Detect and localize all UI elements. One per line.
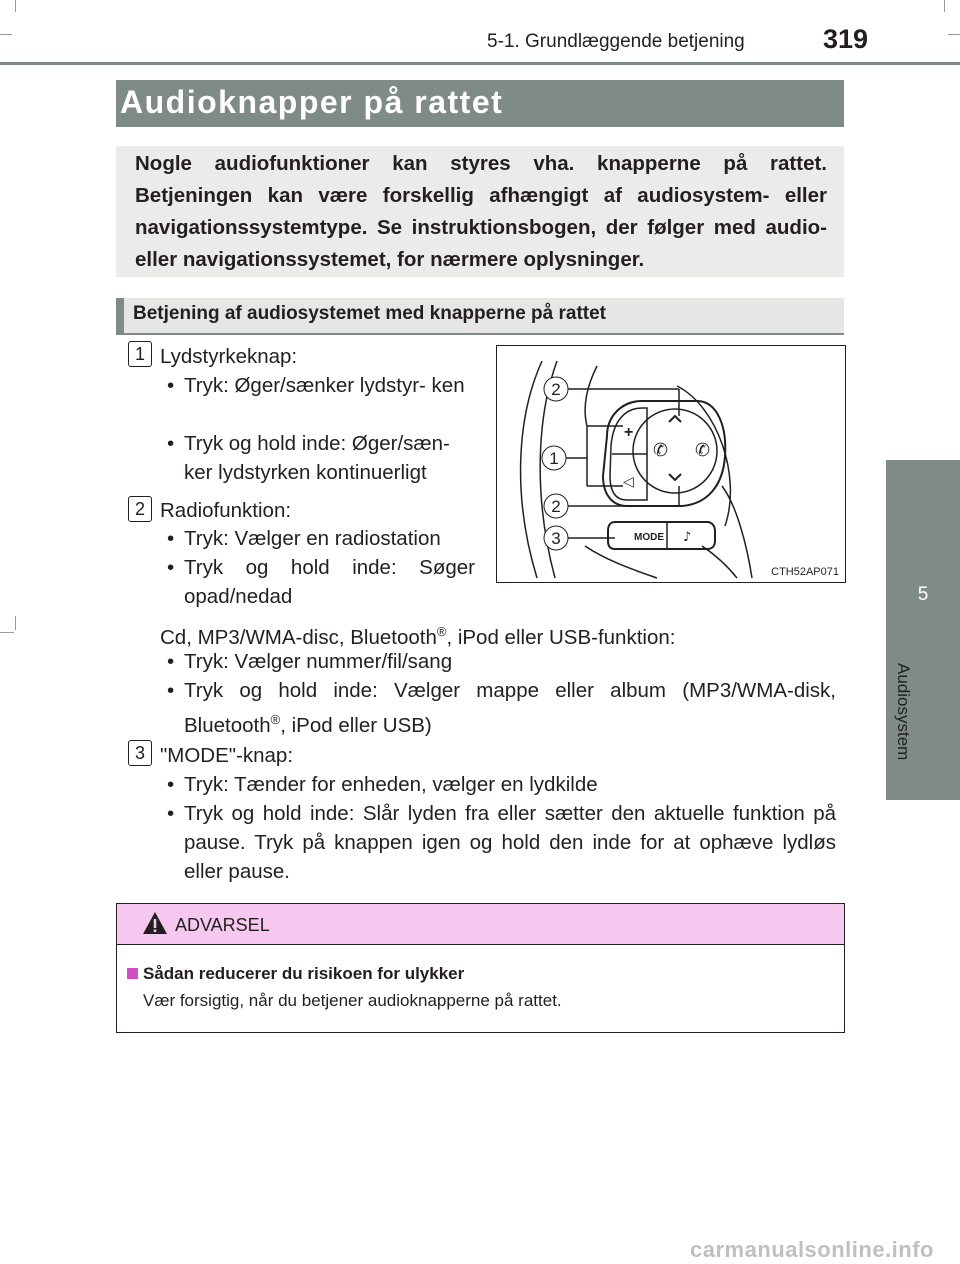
item-number-3: 3 <box>128 740 152 766</box>
callout-number: 2 <box>551 380 561 399</box>
warning-text: Vær forsigtig, når du betjener audioknapperne på rattet. <box>143 991 562 1010</box>
subheading-marker <box>116 298 124 333</box>
item-heading-3: "MODE"-knap: <box>160 744 294 767</box>
watermark: carmanualsonline.info <box>690 1237 934 1262</box>
item-heading-2: Radiofunktion: <box>160 499 292 522</box>
phone-hangup-icon: ✆ <box>695 440 711 461</box>
wheel-outline <box>702 546 737 578</box>
crop-mark <box>944 0 945 12</box>
crop-mark <box>0 632 14 633</box>
header-rule <box>0 62 960 65</box>
crop-mark <box>15 0 16 12</box>
callout-number: 2 <box>551 497 561 516</box>
callout-number: 3 <box>551 529 561 548</box>
wheel-outline <box>585 366 597 426</box>
item-number-2: 2 <box>128 496 152 522</box>
item-2-media-heading: Cd, MP3/WMA-disc, Bluetooth®, iPod eller USB-funktion: <box>160 624 676 649</box>
wheel-outline <box>585 546 657 578</box>
intro-text: Nogle audiofunktioner kan styres vha. knapperne på rattet. Betjeningen kan være forskellig afhængigt af audiosystem- eller navigationssystemtype. Se instruktionsbogen, der følger med audio- eller navigationssystemet, for nærmere oplysninger. <box>135 152 827 271</box>
figure-code: CTH52AP071 <box>771 566 839 578</box>
crop-mark <box>948 34 960 35</box>
wheel-outline <box>722 486 752 578</box>
item-1-bullet-2: • Tryk og hold inde: Øger/sæn- ker lydstyrken kontinuerligt <box>184 429 484 487</box>
item-2-media-bullet-1: • Tryk: Vælger nummer/fil/sang <box>184 647 834 676</box>
phone-pickup-icon: ✆ <box>653 440 669 461</box>
item-2-bullet-1: • Tryk: Vælger en radiostation <box>184 524 484 553</box>
page-number: 319 <box>823 24 869 54</box>
warning-header <box>117 904 844 945</box>
volume-plus-icon: + <box>624 424 634 441</box>
item-2-media-bullet-2: • Tryk og hold inde: Vælger mappe eller album (MP3/WMA-disk, Bluetooth®, iPod eller USB) <box>184 676 836 740</box>
warning-triangle-icon <box>142 911 168 935</box>
item-1-bullet-1: • Tryk: Øger/sænker lydstyr- ken <box>184 371 475 400</box>
volume-down-icon: ◁ <box>623 474 634 490</box>
page-title: Audioknapper på rattet <box>120 84 504 120</box>
warning-subtitle: Sådan reducerer du risikoen for ulykker <box>127 964 464 984</box>
chevron-up-icon <box>669 416 681 422</box>
callout-number: 1 <box>549 449 559 468</box>
subheading: Betjening af audiosystemet med knapperne på rattet <box>133 303 607 324</box>
crop-mark <box>15 616 16 630</box>
steering-wheel-illustration <box>497 346 845 582</box>
item-heading-1: Lydstyrkeknap: <box>160 345 298 368</box>
item-2-bullet-2: • Tryk og hold inde: Søger opad/nedad <box>184 553 475 611</box>
item-3-bullet-2: • Tryk og hold inde: Slår lyden fra eller sætter den aktuelle funktion på pause. Tryk på knappen igen og hold den inde for at ophæve lydløs eller pause. <box>184 799 836 886</box>
mode-label: MODE <box>634 532 664 543</box>
item-3-bullet-1: • Tryk: Tænder for enheden, vælger en lydkilde <box>184 770 834 799</box>
item-number-1: 1 <box>128 341 152 367</box>
voice-icon: ♪ <box>683 530 692 545</box>
warning-box <box>116 903 845 1033</box>
crop-mark <box>0 34 12 35</box>
steering-wheel-figure <box>496 345 846 583</box>
wheel-outline <box>521 361 542 578</box>
chapter-number: 5 <box>917 584 929 605</box>
chevron-down-icon <box>669 474 681 480</box>
section-header: 5-1. Grundlæggende betjening <box>487 31 745 52</box>
warning-title: ADVARSEL <box>175 915 270 935</box>
chapter-label: Audiosystem <box>894 663 913 761</box>
